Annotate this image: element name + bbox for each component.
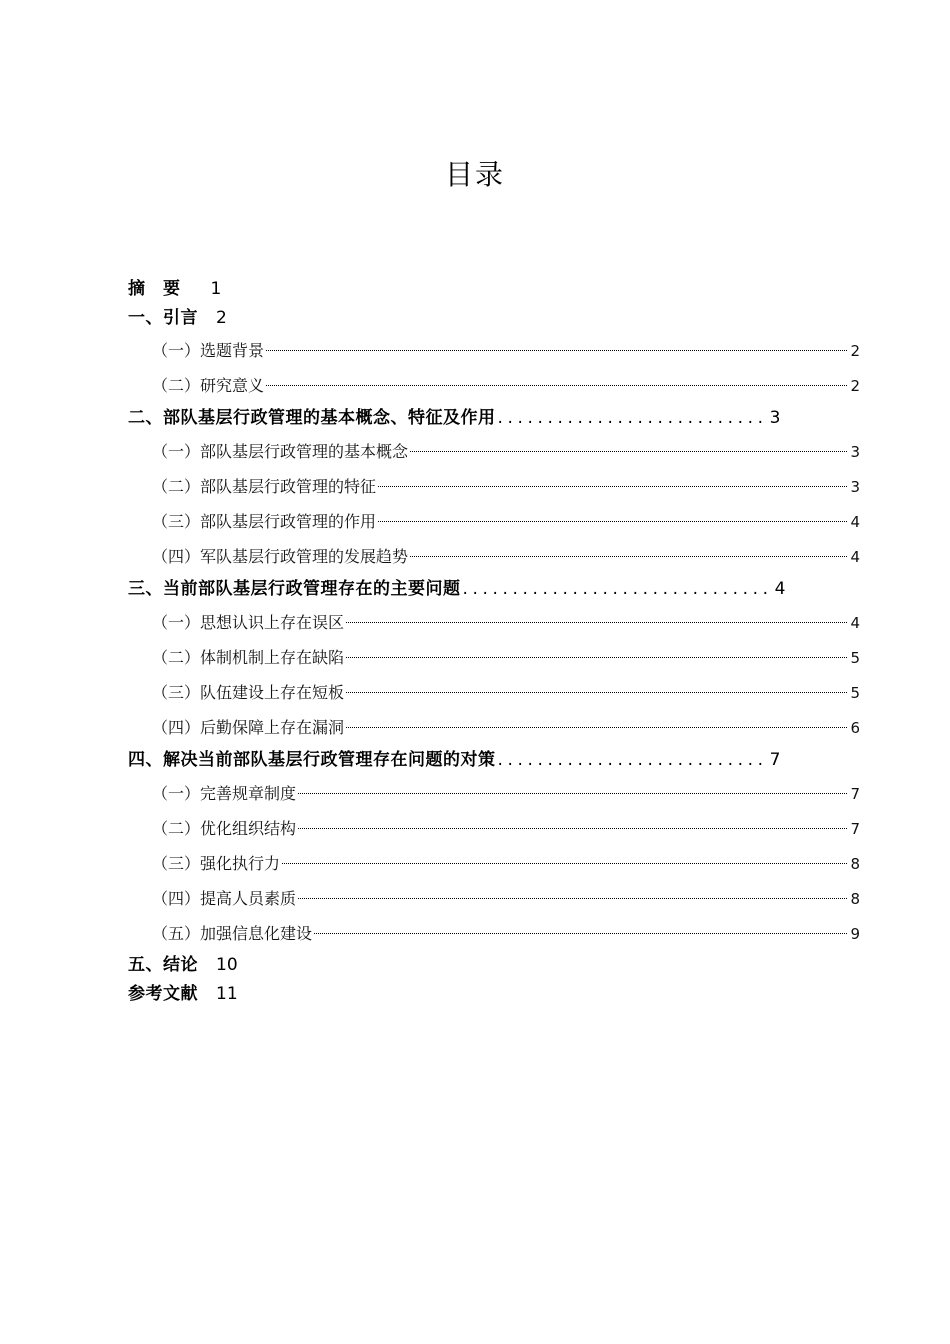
- toc-subentry[interactable]: [128, 710, 860, 745]
- toc-entry-label: 参考文献: [128, 984, 198, 1004]
- dot-leader: [346, 622, 847, 623]
- toc-subentry[interactable]: [128, 333, 860, 368]
- dot-leader: [378, 521, 847, 522]
- toc-entry-label: 四、解决当前部队基层行政管理存在问题的对策: [128, 750, 496, 770]
- toc-subentry[interactable]: [128, 368, 860, 403]
- dot-leader: [282, 863, 847, 864]
- toc-subentry[interactable]: [128, 640, 860, 675]
- toc-subentry[interactable]: [128, 469, 860, 504]
- toc-entry-label: （一）思想认识上存在误区: [152, 613, 345, 632]
- toc-entry-page: 4: [774, 579, 786, 599]
- toc-entry-label: （一）部队基层行政管理的基本概念: [152, 442, 409, 461]
- toc-entry-abstract[interactable]: [128, 275, 860, 304]
- toc-entry-page: 11: [216, 984, 238, 1004]
- toc-entry-page: 4: [850, 513, 860, 531]
- toc-entry-page: 3: [850, 478, 860, 496]
- toc-subentry[interactable]: [128, 776, 860, 811]
- toc-entry-label: （四）军队基层行政管理的发展趋势: [152, 547, 409, 566]
- toc-entry-page: 4: [850, 614, 860, 632]
- toc-entry-section-2[interactable]: [128, 403, 860, 434]
- toc-entry-page: 3: [850, 443, 860, 461]
- toc-entry-conclusion[interactable]: [128, 951, 860, 980]
- toc-entry-section-3[interactable]: [128, 574, 860, 605]
- toc-subentry[interactable]: [128, 846, 860, 881]
- toc-subentry[interactable]: [128, 434, 860, 469]
- toc-entry-label: （四）后勤保障上存在漏洞: [152, 718, 345, 737]
- toc-subentry[interactable]: [128, 916, 860, 951]
- toc-title: 目录: [444, 158, 505, 191]
- toc-subentry[interactable]: [128, 881, 860, 916]
- toc-entry-label: 一、引言: [128, 308, 198, 328]
- dot-leader: ...........................: [497, 408, 768, 428]
- toc-entry-label: （二）优化组织结构: [152, 819, 297, 838]
- toc-subentry[interactable]: [128, 675, 860, 710]
- toc-entry-page: 6: [850, 719, 860, 737]
- toc-entry-label: （二）研究意义: [152, 376, 265, 395]
- toc-entry-label: 五、结论: [128, 955, 198, 975]
- dot-leader: [346, 692, 847, 693]
- toc-entry-introduction[interactable]: [128, 304, 860, 333]
- dot-leader: [266, 385, 847, 386]
- dot-leader: [346, 727, 847, 728]
- toc-subentry[interactable]: [128, 811, 860, 846]
- toc-entry-label: 三、当前部队基层行政管理存在的主要问题: [128, 579, 461, 599]
- toc-subentry[interactable]: [128, 539, 860, 574]
- toc-entry-page: 8: [850, 890, 860, 908]
- toc-entry-page: 2: [216, 308, 227, 328]
- toc-entry-page: 7: [769, 750, 781, 770]
- toc-entry-label: （一）完善规章制度: [152, 784, 297, 803]
- toc-entry-label: （二）部队基层行政管理的特征: [152, 477, 377, 496]
- dot-leader: [298, 793, 847, 794]
- toc-entry-page: 4: [850, 548, 860, 566]
- toc-entry-label: （三）强化执行力: [152, 854, 281, 873]
- toc-entry-label: （三）队伍建设上存在短板: [152, 683, 345, 702]
- toc-entry-page: 8: [850, 855, 860, 873]
- dot-leader: [298, 828, 847, 829]
- toc-entry-label: 摘 要: [128, 279, 181, 299]
- toc-entry-page: 7: [850, 820, 860, 838]
- toc-entry-label: （一）选题背景: [152, 341, 265, 360]
- dot-leader: ...........................: [497, 750, 768, 770]
- toc-entry-page: 9: [850, 925, 860, 943]
- dot-leader: [410, 556, 847, 557]
- toc-entry-page: 5: [850, 649, 860, 667]
- table-of-contents: [128, 275, 860, 1009]
- toc-subentry[interactable]: [128, 504, 860, 539]
- toc-subentry[interactable]: [128, 605, 860, 640]
- toc-entry-label: （三）部队基层行政管理的作用: [152, 512, 377, 531]
- toc-entry-page: 10: [216, 955, 238, 975]
- toc-entry-page: 7: [850, 785, 860, 803]
- toc-entry-label: （五）加强信息化建设: [152, 924, 313, 943]
- toc-entry-page: 3: [769, 408, 781, 428]
- dot-leader: [378, 486, 847, 487]
- dot-leader: [298, 898, 847, 899]
- dot-leader: [314, 933, 847, 934]
- dot-leader: [266, 350, 847, 351]
- dot-leader: [346, 657, 847, 658]
- toc-entry-section-4[interactable]: [128, 745, 860, 776]
- dot-leader: ...............................: [462, 579, 773, 599]
- toc-entry-page: 2: [850, 342, 860, 360]
- dot-leader: [410, 451, 847, 452]
- toc-entry-references[interactable]: [128, 980, 860, 1009]
- toc-entry-label: （四）提高人员素质: [152, 889, 297, 908]
- toc-entry-page: 2: [850, 377, 860, 395]
- toc-entry-label: （二）体制机制上存在缺陷: [152, 648, 345, 667]
- toc-entry-page: 5: [850, 684, 860, 702]
- toc-entry-page: 1: [210, 279, 222, 299]
- toc-entry-label: 二、部队基层行政管理的基本概念、特征及作用: [128, 408, 496, 428]
